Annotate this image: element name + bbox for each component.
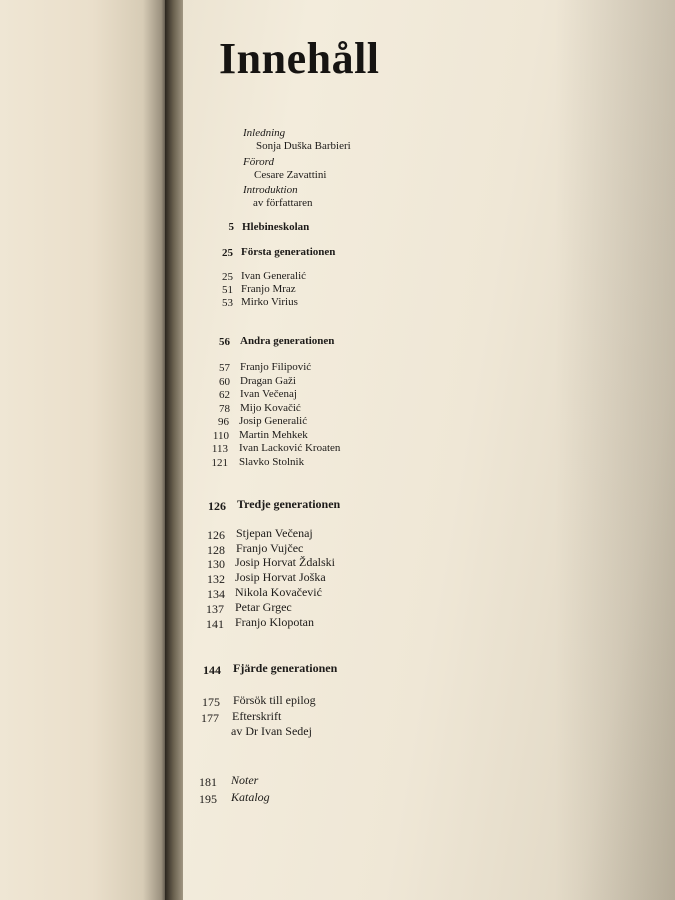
toc-entry-title: Stjepan Večenaj bbox=[236, 526, 313, 540]
page-title: Innehåll bbox=[219, 34, 380, 83]
toc-entry-title: Nikola Kovačević bbox=[235, 585, 322, 599]
toc-entry-subtitle: av Dr Ivan Sedej bbox=[231, 724, 312, 738]
page-shadow bbox=[555, 0, 675, 900]
toc-entry-title: Martin Mehkek bbox=[239, 429, 308, 441]
toc-section-title: Andra generationen bbox=[240, 335, 335, 347]
toc-entry-title: Slavko Stolnik bbox=[239, 456, 305, 468]
toc-page-number: 126 bbox=[208, 499, 226, 513]
toc-entry-title: Dragan Gaži bbox=[240, 375, 296, 387]
toc-entry-title: Josip Horvat Ždalski bbox=[235, 555, 335, 569]
left-page bbox=[0, 0, 168, 900]
intro-author: Sonja Duška Barbieri bbox=[256, 140, 351, 152]
toc-page-number: 5 bbox=[228, 221, 234, 233]
toc-entry-title: Franjo Klopotan bbox=[235, 615, 314, 629]
toc-page-number: 78 bbox=[219, 403, 230, 415]
intro-author: av författaren bbox=[253, 197, 313, 209]
toc-entry-title: Mijo Kovačić bbox=[240, 402, 301, 414]
toc-page-number: 130 bbox=[207, 557, 225, 571]
toc-page-number: 134 bbox=[207, 587, 225, 601]
toc-page-number: 195 bbox=[199, 792, 217, 806]
toc-entry-title: Mirko Virius bbox=[241, 296, 298, 308]
toc-entry-title: Franjo Filipović bbox=[240, 361, 312, 373]
toc-page-number: 137 bbox=[206, 602, 224, 616]
toc-page-number: 128 bbox=[207, 543, 225, 557]
toc-page-number: 57 bbox=[219, 362, 230, 374]
intro-label: Introduktion bbox=[243, 184, 298, 196]
toc-page-number: 25 bbox=[222, 247, 233, 259]
toc-page-number: 113 bbox=[211, 443, 228, 455]
toc-page-number: 56 bbox=[219, 336, 230, 348]
toc-page-number: 62 bbox=[219, 389, 230, 401]
toc-page-number: 177 bbox=[201, 711, 219, 725]
toc-page-number: 181 bbox=[199, 775, 217, 789]
toc-page-number: 110 bbox=[212, 430, 229, 442]
intro-author: Cesare Zavattini bbox=[254, 169, 327, 181]
toc-page-number: 175 bbox=[202, 695, 220, 709]
toc-entry-title: Ivan Večenaj bbox=[240, 388, 297, 400]
toc-entry-title: Noter bbox=[231, 773, 259, 787]
intro-label: Förord bbox=[243, 156, 274, 168]
toc-entry-title: Josip Horvat Joška bbox=[235, 570, 326, 584]
toc-page-number: 53 bbox=[222, 297, 233, 309]
intro-label: Inledning bbox=[243, 127, 286, 139]
toc-section-title: Hlebineskolan bbox=[242, 221, 310, 233]
toc-entry-title: Ivan Lacković Kroaten bbox=[239, 442, 341, 454]
toc-entry-title: Petar Grgec bbox=[235, 600, 292, 614]
toc-section-title: Fjärde generationen bbox=[233, 661, 338, 675]
toc-page-number: 51 bbox=[222, 284, 233, 296]
toc-page-number: 60 bbox=[219, 376, 230, 388]
toc-page-number: 25 bbox=[222, 271, 233, 283]
toc-section-title: Tredje generationen bbox=[237, 497, 341, 511]
toc-entry-title: Josip Generalić bbox=[239, 415, 308, 427]
toc-entry-title: Försök till epilog bbox=[233, 693, 316, 707]
toc-entry-title: Katalog bbox=[231, 790, 270, 804]
toc-page-number: 96 bbox=[218, 416, 229, 428]
toc-page-number: 144 bbox=[203, 663, 221, 677]
toc-page-number: 141 bbox=[206, 617, 224, 631]
toc-entry-title: Efterskrift bbox=[232, 709, 282, 723]
toc-page-number: 126 bbox=[207, 528, 225, 542]
toc-section-title: Första generationen bbox=[241, 246, 336, 258]
toc-page-number: 121 bbox=[211, 457, 228, 469]
toc-entry-title: Franjo Vujčec bbox=[236, 541, 304, 555]
toc-page-number: 132 bbox=[207, 572, 225, 586]
toc-entry-title: Franjo Mraz bbox=[241, 283, 296, 295]
toc-entry-title: Ivan Generalić bbox=[241, 270, 307, 282]
